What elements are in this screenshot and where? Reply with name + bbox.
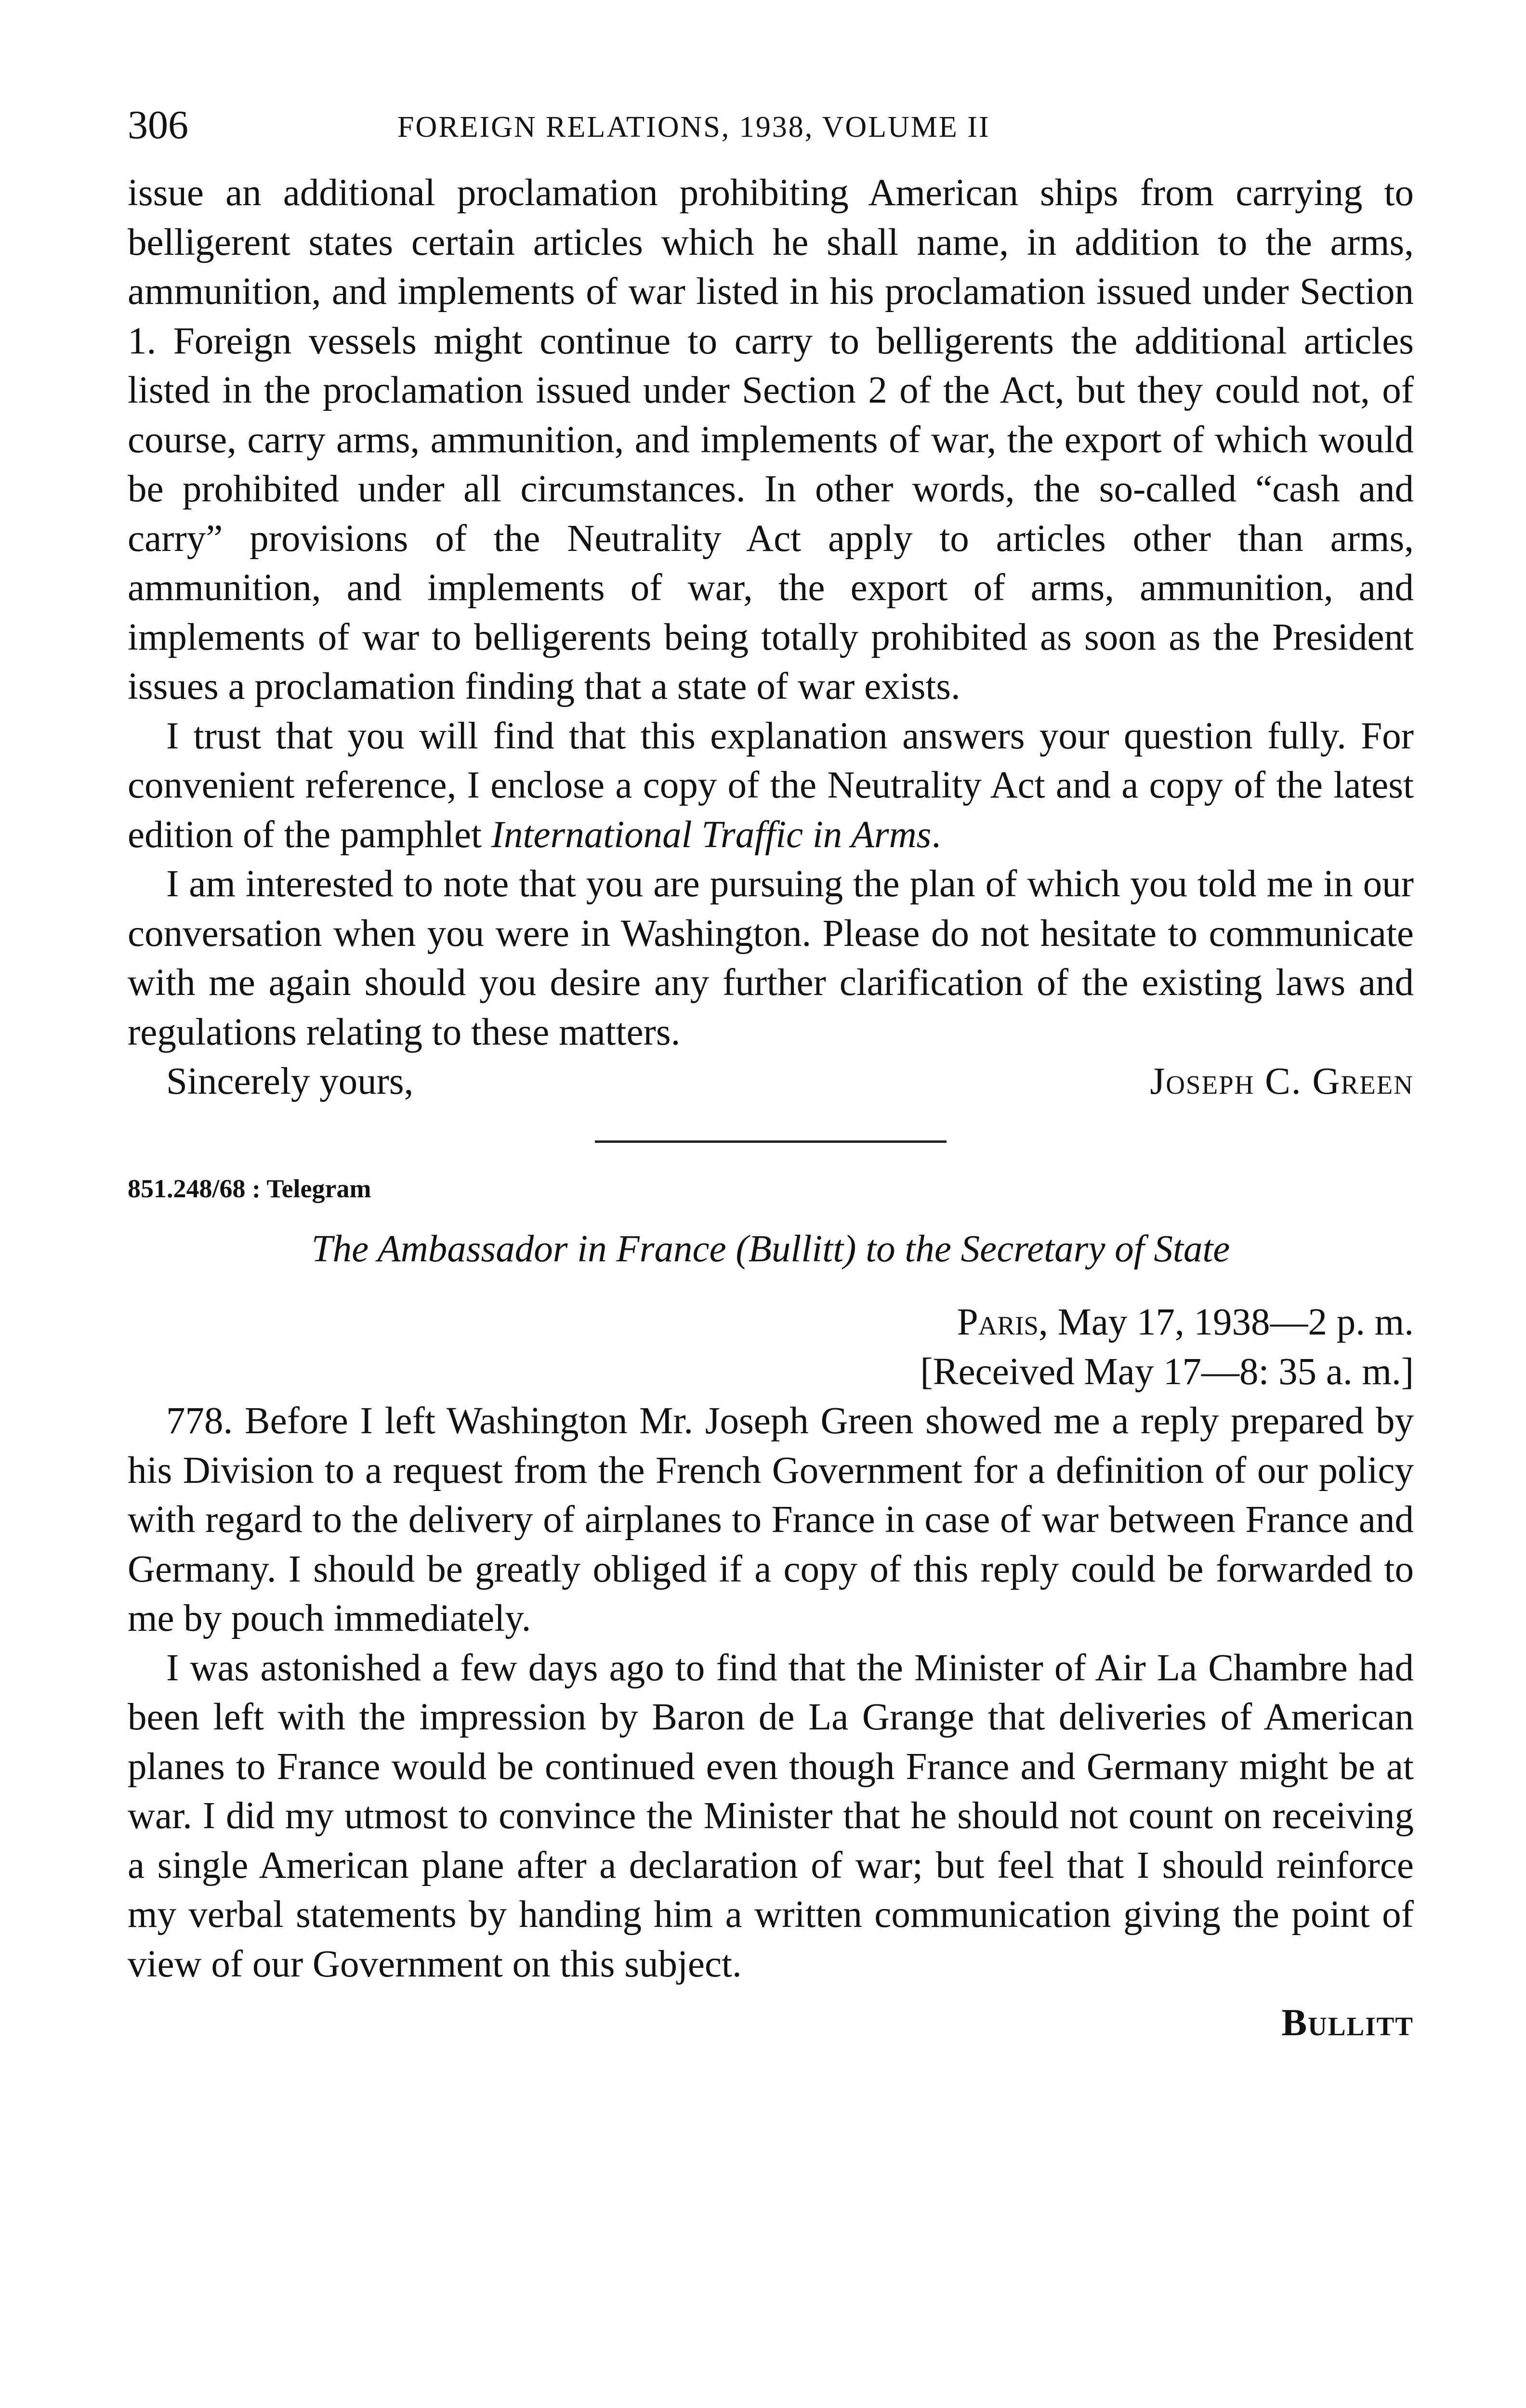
complimentary-close: Sincerely yours, bbox=[166, 1060, 414, 1102]
sender-signature: Bullitt bbox=[1281, 2002, 1414, 2044]
letter-closing bbox=[128, 1057, 1414, 1107]
dateline-date: , May 17, 1938—2 p. m. bbox=[1038, 1301, 1414, 1343]
running-head bbox=[128, 101, 1414, 159]
letter-paragraph bbox=[128, 712, 1414, 860]
dateline-sent bbox=[128, 1298, 1414, 1348]
document-heading: The Ambassador in France (Bullitt) to the Secretary of State bbox=[311, 1228, 1230, 1270]
dateline-place: Paris bbox=[957, 1301, 1039, 1343]
dateline bbox=[128, 1298, 1414, 1397]
telegram-paragraph: 778. Before I left Washington Mr. Joseph Green showed me a reply prepared by his Division to a request from the French Government for a definition of our policy with regard to the delivery of airplanes to France in case of war between France and Germany. I should be greatly obliged if a copy of this reply could be forwarded to me by pouch immediately. bbox=[128, 1400, 1414, 1639]
telegram-paragraph: I was astonished a few days ago to find that the Minister of Air La Chambre had been left with the impression by Baron de La Grange that deliveries of American planes to France would be continued even though France and Germany might be at war. I did my utmost to convince the Minister that he should not count on receiving a single American plane after a declaration of war; but feel that I should reinforce my verbal statements by handing him a written communication giving the point of view of our Government on this subject. bbox=[128, 1647, 1414, 1985]
page-number: 306 bbox=[128, 103, 188, 147]
letter-body bbox=[128, 169, 1414, 1057]
pamphlet-title: International Traffic in Arms bbox=[491, 813, 932, 856]
letter-paragraph-end: . bbox=[931, 813, 941, 856]
letter-paragraph: issue an additional proclamation prohibiting American ships from carrying to belligerent states certain articles which he shall name, in addition to the arms, ammunition, and implements of war listed in his proclamation issued under Section 1. Foreign vessels might continue to carry to belligerents the additional articles listed in the proclamation issued under Section 2 of the Act, but they could not, of course, carry arms, ammunition, and implements of war, the export of which would be prohibited under all circumstances. In other words, the so-called “cash and carry” provisions of the Neutrality Act apply to articles other than arms, ammunition, and implements of war, the export of arms, ammunition, and implements of war to belligerents being totally prohibited as soon as the President issues a proclamation finding that a state of war exists. bbox=[128, 172, 1414, 707]
dateline-received: [Received May 17—8: 35 a. m.] bbox=[920, 1350, 1414, 1393]
letter-paragraph: I am interested to note that you are pursuing the plan of which you told me in our conversation when you were in Washington. Please do not hesitate to communicate with me again should you desire any further clarification of the existing laws and regulations relating to these matters. bbox=[128, 863, 1414, 1053]
section-divider bbox=[595, 1140, 947, 1143]
file-reference: 851.248/68 : Telegram bbox=[128, 1174, 371, 1203]
telegram-body bbox=[128, 1397, 1414, 1989]
signature: Joseph C. Green bbox=[1150, 1060, 1414, 1102]
letter-paragraph-text: I trust that you will find that this explanation answers your question fully. For convenient reference, I enclose a copy of the Neutrality Act and a copy of the latest edition of the pamphlet bbox=[128, 715, 1414, 856]
running-title: FOREIGN RELATIONS, 1938, VOLUME II bbox=[397, 111, 990, 144]
document-page bbox=[128, 101, 1414, 2048]
